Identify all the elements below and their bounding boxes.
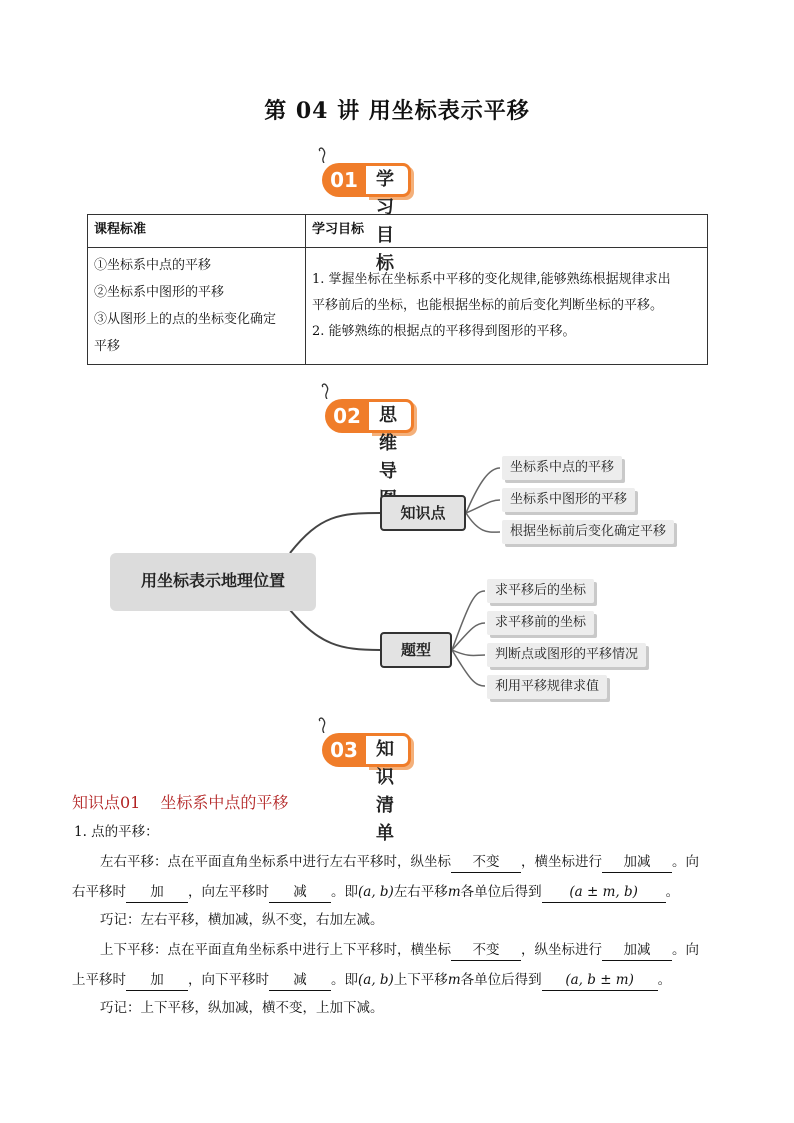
fill-blank: 加减 (602, 940, 672, 961)
standard-item: ②坐标系中图形的平移 (94, 285, 225, 300)
mindmap-leaf: 坐标系中点的平移 (502, 456, 622, 480)
mindmap-leaf: 根据坐标前后变化确定平移 (502, 520, 674, 544)
paragraph-line: 右平移时 加 ，向左平移时 减 。即(a, b)左右平移m各单位后得到 (a ± m, b) 。 (72, 882, 732, 903)
goal-item: 2. 能够熟练的根据点的平移得到图形的平移。 (312, 324, 576, 339)
table-header-goals: 学习目标 (306, 215, 708, 248)
fill-blank: 减 (269, 970, 331, 991)
goals-table (87, 214, 708, 365)
paragraph-line: 上平移时 加 ，向下平移时 减 。即(a, b)上下平移m各单位后得到 (a, b ± m) 。 (72, 970, 732, 991)
goal-item: 平移前后的坐标，也能根据坐标的前后变化判断坐标的平移。 (312, 298, 664, 313)
section-number: 03 (322, 733, 366, 767)
fill-blank: 不变 (451, 852, 521, 873)
section-number: 01 (322, 163, 366, 197)
paragraph-line: 上下平移：点在平面直角坐标系中进行上下平移时，横坐标 不变 ，纵坐标进行 加减 。向 (100, 940, 740, 961)
fill-blank: 加 (126, 970, 188, 991)
mnemonic: 巧记：上下平移，纵加减，横不变，上加下减。 (100, 1000, 384, 1016)
paragraph-line: 左右平移：点在平面直角坐标系中进行左右平移时，纵坐标 不变 ，横坐标进行 加减 。向 (100, 852, 740, 873)
fill-blank: 加减 (602, 852, 672, 873)
mnemonic: 巧记：左右平移，横加减，纵不变，右加左减。 (100, 912, 384, 928)
section-label: 思维导 (369, 399, 414, 433)
mindmap-leaf: 求平移前的坐标 (487, 611, 594, 635)
section-number: 02 (325, 399, 369, 433)
mindmap-branch-types: 题型 (380, 632, 452, 668)
mindmap-leaf: 坐标系中图形的平移 (502, 488, 635, 512)
knowledge-heading (72, 790, 288, 813)
mindmap-leaf: 判断点或图形的平移情况 (487, 643, 646, 667)
mindmap-root: 用坐标表示地理位置 (110, 553, 316, 611)
knowledge-number: 知识点01 (72, 793, 141, 812)
fill-blank: 不变 (451, 940, 521, 961)
mindmap-branch-knowledge: 知识点 (380, 495, 466, 531)
goals-cell (306, 248, 708, 365)
curl-icon (318, 147, 330, 163)
fill-blank: 减 (269, 882, 331, 903)
mindmap-leaf: 利用平移规律求值 (487, 675, 607, 699)
curl-icon (318, 717, 330, 733)
fill-blank: (a ± m, b) (542, 882, 666, 903)
section-label: 知识清单 (366, 733, 411, 767)
fill-blank: 加 (126, 882, 188, 903)
standard-item: 平移 (94, 339, 121, 354)
curl-icon (321, 383, 333, 399)
goal-item: 1. 掌握坐标在坐标系中平移的变化规律,能够熟练根据规律求出 (312, 272, 671, 287)
page-title: 第 04 讲 用坐标表示平移 (264, 98, 530, 124)
knowledge-title: 坐标系中点的平移 (160, 793, 289, 812)
table-header-standard: 课程标准 (88, 215, 306, 248)
section-label: 学习目标 (366, 163, 411, 197)
mindmap-leaf: 求平移后的坐标 (487, 579, 594, 603)
subheading: 1. 点的平移： (74, 824, 159, 840)
standard-item: ①坐标系中点的平移 (94, 258, 212, 273)
standard-item: ③从图形上的点的坐标变化确定 (94, 312, 277, 327)
standards-cell (88, 248, 306, 365)
fill-blank: (a, b ± m) (542, 970, 658, 991)
